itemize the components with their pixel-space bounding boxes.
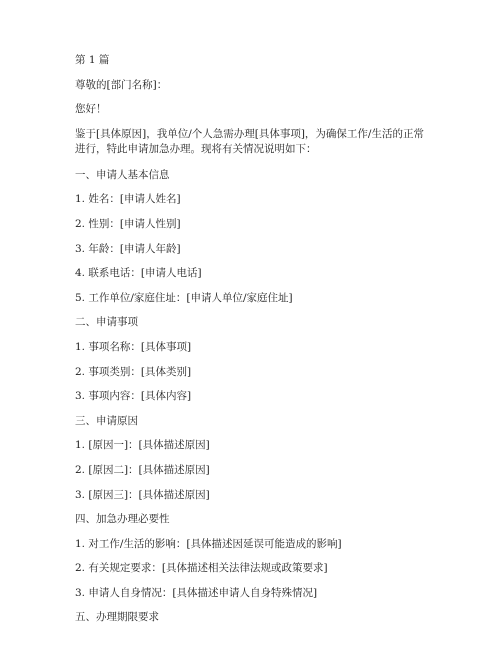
list-item: 2. 事项类别：[具体类别] xyxy=(75,365,192,378)
intro-paragraph: 鉴于[具体原因]，我单位/个人急需办理[具体事项]，为确保工作/生活的正常进行，特此申请加急办理。现将有关情况说明如下： xyxy=(75,127,424,156)
list-item: 3. 事项内容：[具体内容] xyxy=(75,390,192,403)
document-body xyxy=(75,53,427,635)
list-item: 3. [原因三]：[具体描述原因] xyxy=(75,488,210,501)
list-item: 1. 对工作/生活的影响：[具体描述因延误可能造成的影响] xyxy=(75,537,342,550)
section-deadline xyxy=(75,610,427,625)
greeting: 您好！ xyxy=(75,103,107,116)
list-item: 1. 事项名称：[具体事项] xyxy=(75,340,192,353)
list-item: 1. 姓名：[申请人姓名] xyxy=(75,193,181,206)
list-item: 3. 年龄：[申请人年龄] xyxy=(75,242,181,255)
section-title: 一、申请人基本信息 xyxy=(75,168,170,181)
list-item: 2. 有关规定要求：[具体描述相关法律法规或政策要求] xyxy=(75,562,328,575)
salutation: 尊敬的[部门名称]： xyxy=(75,78,168,91)
list-item: 4. 联系电话：[申请人电话] xyxy=(75,267,202,280)
list-item: 2. [原因二]：[具体描述原因] xyxy=(75,463,210,476)
section-title: 三、申请原因 xyxy=(75,414,138,427)
section-title: 二、申请事项 xyxy=(75,316,138,329)
section-application-matter xyxy=(75,315,427,404)
section-applicant-info xyxy=(75,168,427,306)
list-item: 1. [原因一]：[具体描述原因] xyxy=(75,439,210,452)
section-reasons xyxy=(75,414,427,503)
section-title: 四、加急办理必要性 xyxy=(75,513,170,526)
list-item: 5. 工作单位/家庭住址：[申请人单位/家庭住址] xyxy=(75,291,293,304)
section-urgency xyxy=(75,512,427,601)
document-heading: 第 1 篇 xyxy=(75,54,110,66)
list-item: 2. 性别：[申请人性别] xyxy=(75,217,181,230)
section-title: 五、办理期限要求 xyxy=(75,611,159,624)
list-item: 3. 申请人自身情况：[具体描述申请人自身特殊情况] xyxy=(75,586,318,599)
